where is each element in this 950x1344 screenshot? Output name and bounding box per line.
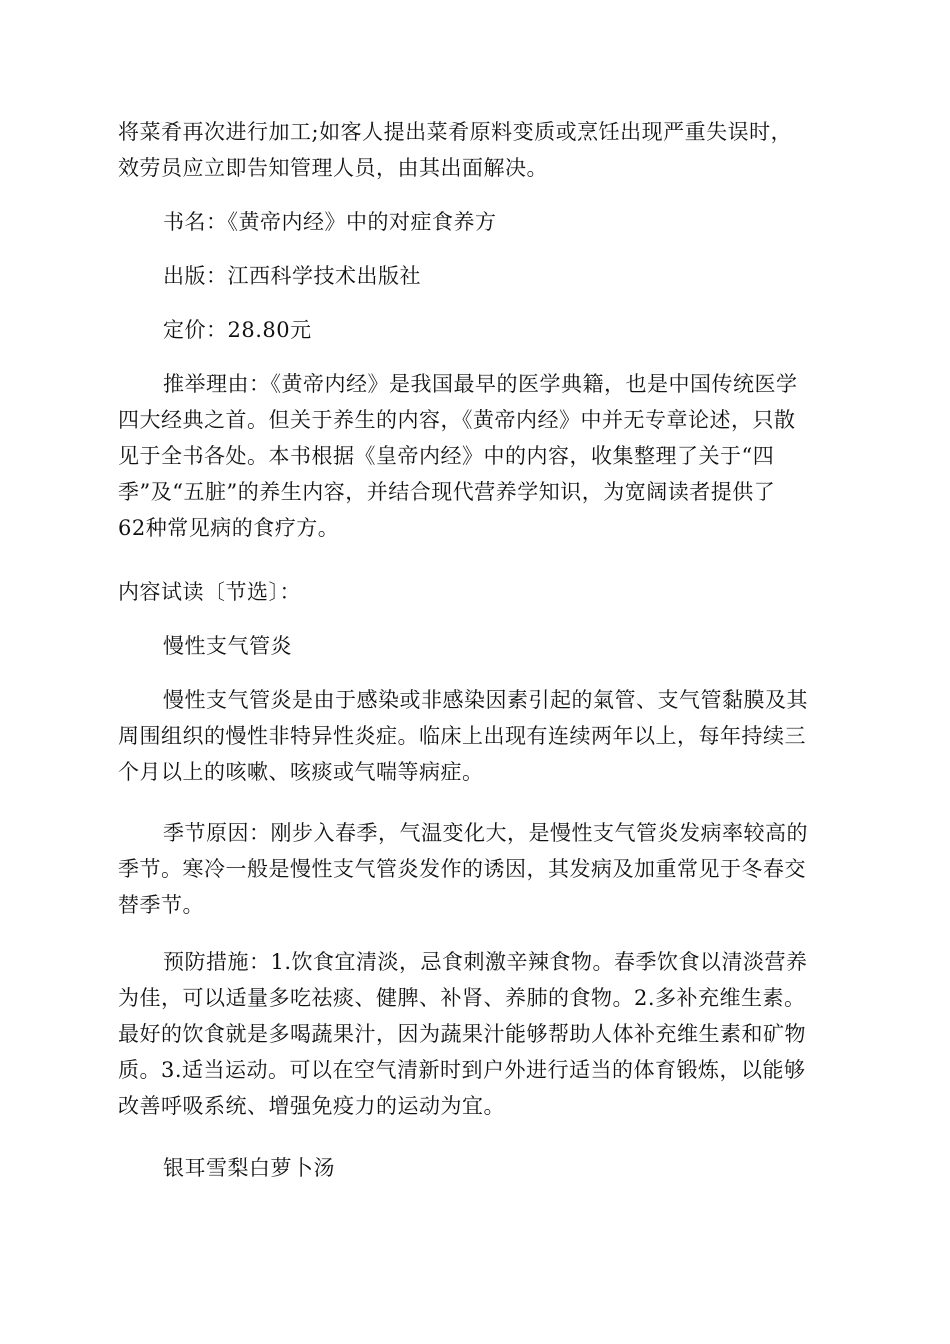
- paragraph-line: 62种常见病的食疗方。: [118, 516, 340, 540]
- paragraph-line: 为佳，可以适量多吃祛痰、健脾、补肾、养肺的食物。2.多补充维生素。: [118, 986, 806, 1010]
- paragraph-line: 改善呼吸系统、增强免疫力的运动为宜。: [118, 1094, 505, 1118]
- book-title: 书名：《黄帝内经》中的对症食养方: [163, 210, 497, 234]
- paragraph-line: 推举理由：《黄帝内经》是我国最早的医学典籍，也是中国传统医学: [163, 372, 798, 396]
- paragraph-line: 慢性支气管炎是由于感染或非感染因素引起的氣管、支气管黏膜及其: [163, 688, 808, 712]
- paragraph-line: 效劳员应立即告知管理人员，由其出面解决。: [118, 156, 548, 180]
- paragraph-line: 预防措施：1.饮食宜清淡，忌食刺激辛辣食物。春季饮食以清淡营养: [163, 950, 808, 974]
- continuation-paragraph: [118, 114, 838, 186]
- paragraph-line: 四大经典之首。但关于养生的内容，《黄帝内经》中并无专章论述，只散: [118, 408, 796, 432]
- definition-paragraph: [118, 682, 838, 790]
- paragraph-line: 周围组织的慢性非特异性炎症。临床上出现有连续两年以上，每年持续三: [118, 724, 806, 748]
- section-title: 慢性支气管炎: [163, 634, 292, 658]
- book-title-line: [118, 204, 838, 240]
- paragraph-line: 最好的饮食就是多喝蔬果汁，因为蔬果汁能够帮助人体补充维生素和矿物: [118, 1022, 806, 1046]
- paragraph-line: 季节原因：刚步入春季，气温变化大，是慢性支气管炎发病率较高的: [163, 821, 808, 845]
- prevention-paragraph: [118, 944, 838, 1124]
- paragraph-line: 季”及“五脏”的养生内容，并结合现代营养学知识，为宽阔读者提供了: [118, 480, 776, 504]
- recommendation-paragraph: [118, 366, 838, 546]
- recipe-title-line: [118, 1150, 838, 1186]
- paragraph-line: 将菜肴再次进行加工;如客人提出菜肴原料变质或烹饪出现严重失误时，: [118, 120, 793, 144]
- paragraph-line: 个月以上的咳嗽、咳痰或气喘等病症。: [118, 760, 484, 784]
- excerpt-heading-line: [118, 574, 838, 610]
- paragraph-line: 季节。寒冷一般是慢性支气管炎发作的诱因，其发病及加重常见于冬春交: [118, 857, 806, 881]
- book-price-line: [118, 312, 838, 348]
- book-publisher: 出版：江西科学技术出版社: [163, 264, 421, 288]
- paragraph-line: 见于全书各处。本书根据《皇帝内经》中的内容，收集整理了关于“四: [118, 444, 775, 468]
- paragraph-line: 替季节。: [118, 893, 204, 917]
- book-publisher-line: [118, 258, 838, 294]
- section-title-line: [118, 628, 838, 664]
- recipe-title: 银耳雪梨白萝卜汤: [163, 1156, 335, 1180]
- paragraph-line: 质。3.适当运动。可以在空气清新时到户外进行适当的体育锻炼，以能够: [118, 1058, 806, 1082]
- book-price: 定价：28.80元: [163, 318, 312, 342]
- excerpt-heading: 内容试读〔节选〕：: [118, 580, 301, 604]
- season-cause-paragraph: [118, 815, 838, 923]
